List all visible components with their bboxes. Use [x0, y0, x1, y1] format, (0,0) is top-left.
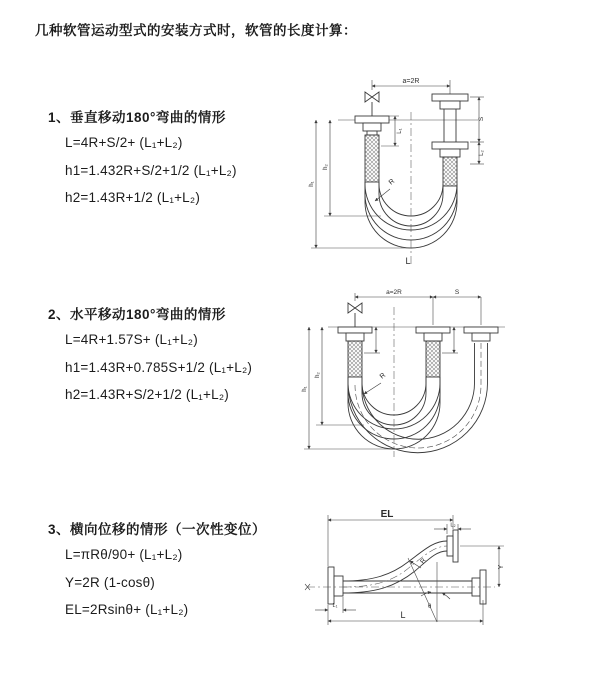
- valve-icon: [365, 92, 379, 116]
- diagram-lateral-displacement: [295, 500, 589, 658]
- section-vertical-movement: [48, 106, 237, 212]
- angle-construction: [408, 558, 450, 622]
- formula-line: h1=1.43R+0.785S+1/2 (L₁+L₂): [65, 359, 253, 375]
- page-title: 几种软管运动型式的安装方式时，软管的长度计算：: [35, 23, 357, 38]
- section-3-heading: 3、横向位移的情形（一次性变位）: [48, 522, 267, 537]
- formula-line: L=4R+1.57S+ (L₁+L₂): [65, 332, 198, 347]
- hose-curved-position: [343, 541, 447, 593]
- formula-line: h2=1.43R+S/2+1/2 (L₁+L₂): [65, 387, 229, 402]
- angle-label: θ: [428, 604, 432, 610]
- formula-line: h2=1.43R+1/2 (L₁+L₂): [65, 190, 201, 205]
- formula-line: EL=2Rsinθ+ (L₁+L₂): [65, 602, 189, 617]
- left-flange-assembly: [328, 567, 343, 604]
- valve-icon: [348, 303, 362, 327]
- dim-label-h2: h₂: [323, 164, 329, 170]
- braided-hose-section: [348, 341, 362, 377]
- braided-hose-section: [443, 157, 457, 186]
- hose-moved-position: [348, 343, 488, 453]
- diagram-vertical-180-bend: [302, 72, 554, 269]
- dim-label-l1: L₁: [332, 603, 338, 609]
- radius-label: R: [387, 177, 397, 187]
- length-label: L: [400, 610, 406, 620]
- dim-label-s: S: [478, 116, 485, 122]
- braided-hose-section: [365, 135, 379, 182]
- dim-label-el: EL: [380, 509, 394, 520]
- section-2-heading: 2、水平移动180°弯曲的情形: [48, 307, 226, 322]
- formula-line: L=πRθ/90+ (L₁+L₂): [65, 547, 183, 562]
- dim-label-a2r: a=2R: [386, 289, 402, 296]
- braided-hose-section: [426, 341, 440, 377]
- dim-label-h1: h₁: [302, 386, 308, 392]
- dim-label-y: Y: [498, 564, 505, 570]
- moved-flange-assembly: [464, 327, 498, 341]
- dim-label-a2r: a=2R: [402, 78, 420, 85]
- radius-label: R: [419, 557, 428, 566]
- top-flange-assembly: [447, 530, 458, 562]
- dim-label-l2: L₂: [479, 150, 485, 156]
- left-flange-assembly: [338, 327, 372, 377]
- formula-line: L=4R+S/2+ (L₁+L₂): [65, 135, 183, 150]
- dim-label-h2: h₂: [315, 372, 321, 378]
- dim-label-s: S: [454, 289, 460, 296]
- length-label: L: [405, 256, 411, 266]
- section-lateral-displacement: [48, 518, 266, 624]
- dim-label-h1: h₁: [309, 181, 315, 187]
- formula-line: Y=2R (1-cosθ): [65, 574, 156, 590]
- dim-label-l2: L₂: [450, 522, 456, 529]
- diagram-horizontal-180-bend: [298, 285, 562, 461]
- section-horizontal-movement: [48, 303, 252, 409]
- formula-line: h1=1.432R+S/2+1/2 (L₁+L₂): [65, 162, 237, 178]
- right-flange-assembly: [432, 94, 468, 186]
- radius-label: R: [378, 371, 388, 381]
- dim-label-l1: L₁: [397, 128, 403, 134]
- section-1-heading: 1、垂直移动180°弯曲的情形: [48, 110, 226, 125]
- middle-flange-assembly: [416, 327, 450, 377]
- left-flange-assembly: [355, 116, 389, 182]
- radius-leader: [364, 383, 381, 394]
